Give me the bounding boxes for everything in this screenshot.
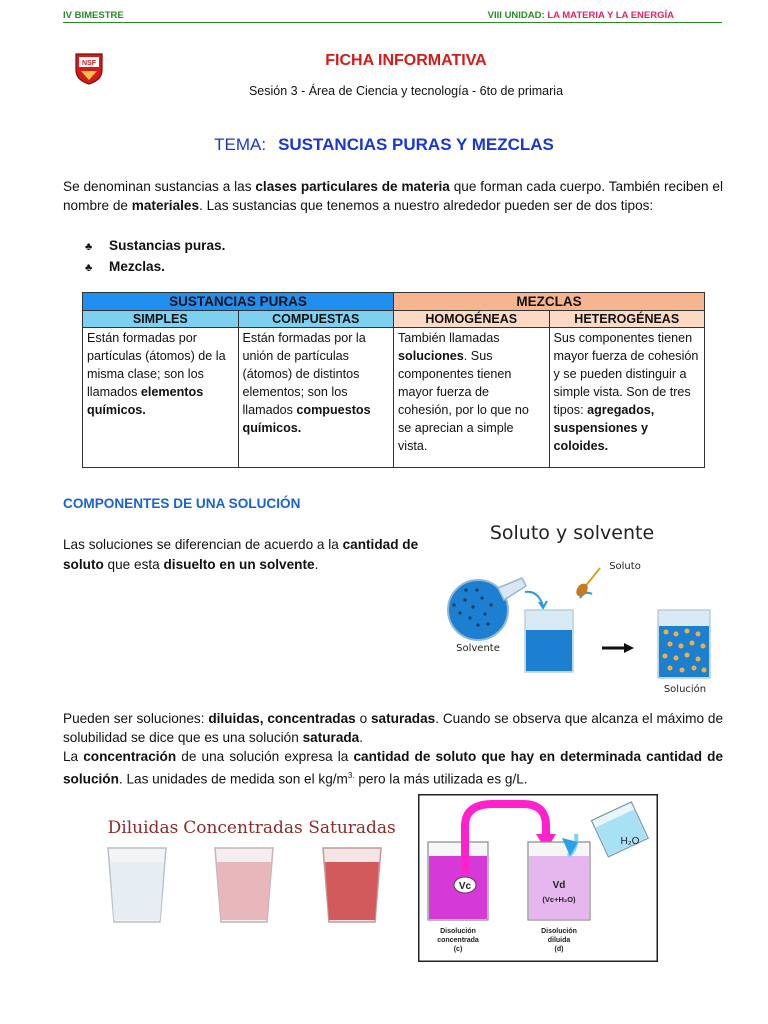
table-subheader: HETEROGÉNEAS <box>549 311 705 328</box>
table-header-mixtures: MEZCLAS <box>394 293 705 311</box>
section-title: COMPONENTES DE UNA SOLUCIÓN <box>63 496 301 511</box>
glasses-illustration <box>100 806 405 934</box>
table-cell: Están formadas por la unión de partículas (átomos) de distintos elementos; son los llamados compuestos químicos. <box>238 328 394 468</box>
page-title: FICHA INFORMATIVA <box>325 52 487 69</box>
type-list <box>85 236 225 278</box>
solution-paragraph: Las soluciones se diferencian de acuerdo a la cantidad de soluto que esta disuelto en un solvente. <box>63 537 419 572</box>
solute-solvent-diagram <box>440 510 730 700</box>
header-unit-title: LA MATERIA Y LA ENERGÍA <box>547 10 674 21</box>
club-bullet-icon: ♣ <box>85 241 93 253</box>
concentration-paragraph: Pueden ser soluciones: diluidas, concentradas o saturadas. Cuando se observa que alcanza el máximo de solubilidad se dice que es una solución saturada. La concentración de una solución expresa la cantidad de soluto que hay en determinada cantidad de solución. Las unidades de medida son el $kg/m^{3.}$ pero la más utilizada es g/L. <box>63 711 724 787</box>
header-right <box>488 10 674 21</box>
list-item: ♣ Mezclas. <box>85 257 225 278</box>
diluted-glass-icon <box>108 848 166 922</box>
header-unit: VIII UNIDAD: <box>487 10 545 21</box>
saturated-glass-icon <box>323 848 381 922</box>
caption-line: (c) <box>453 946 463 953</box>
logo-text: NSF <box>82 60 96 67</box>
table-cell: También llamadas soluciones. Sus componentes tienen mayor fuerza de cohesión, por lo que no se aprecian a simple vista. <box>394 328 550 468</box>
solute-label: Soluto <box>609 561 641 572</box>
beaker-icon <box>525 610 573 672</box>
topic-label: TEMA: <box>214 135 267 154</box>
spoon-icon <box>574 568 600 599</box>
table-cell: Están formadas por partículas (átomos) de la misma clase; son los llamados elementos químicos. <box>83 328 239 468</box>
header-rule <box>63 22 722 23</box>
intro-paragraph: Se denominan sustancias a las clases particulares de materia que forman cada cuerpo. También reciben el nombre de materiales. Las sustancias que tenemos a nuestro alrededor pueden ser de dos tipos: <box>63 179 723 213</box>
solution-label: Solución <box>663 684 707 695</box>
caption-line: concentrada <box>437 937 479 944</box>
vd-label: Vd <box>552 880 566 891</box>
header-left: IV BIMESTRE <box>63 10 124 21</box>
caption-line: (d) <box>554 946 564 953</box>
table-subheader: COMPUESTAS <box>238 311 394 328</box>
table-cell: Sus componentes tienen mayor fuerza de cohesión y se pueden distinguir a simple vista. Son de tres tipos: agregados, suspensiones y coloides. <box>549 328 705 468</box>
concentrated-glass-icon <box>215 848 273 922</box>
caption-line: Disolución <box>541 928 577 935</box>
water-label: H₂O <box>620 836 640 847</box>
diagram-title: Soluto y solvente <box>489 522 655 544</box>
vd-sub-label: (Vc+H₂O) <box>542 895 576 904</box>
solvent-flask-icon <box>448 578 526 640</box>
solution-beaker-icon <box>658 610 710 678</box>
vc-label: Vc <box>458 881 472 892</box>
caption-line: diluida <box>547 937 571 944</box>
topic-heading <box>0 135 768 155</box>
table-subheader: HOMOGÉNEAS <box>394 311 550 328</box>
glass-label-saturated: Saturadas <box>308 818 396 838</box>
dilution-diagram <box>418 794 658 962</box>
topic-title: SUSTANCIAS PURAS Y MEZCLAS <box>278 135 554 154</box>
page-subtitle: Sesión 3 - Área de Ciencia y tecnología - 6to de primaria <box>248 84 564 98</box>
table-subheader: SIMPLES <box>83 311 239 328</box>
club-bullet-icon: ♣ <box>85 262 93 274</box>
list-item: ♣ Sustancias puras. <box>85 236 225 257</box>
classification-table <box>82 292 705 468</box>
glass-label-diluted: Diluidas <box>107 818 179 838</box>
solvent-label: Solvente <box>456 643 500 654</box>
caption-line: Disolución <box>440 928 476 935</box>
table-header-pure: SUSTANCIAS PURAS <box>83 293 394 311</box>
glass-label-concentrated: Concentradas <box>183 818 303 838</box>
